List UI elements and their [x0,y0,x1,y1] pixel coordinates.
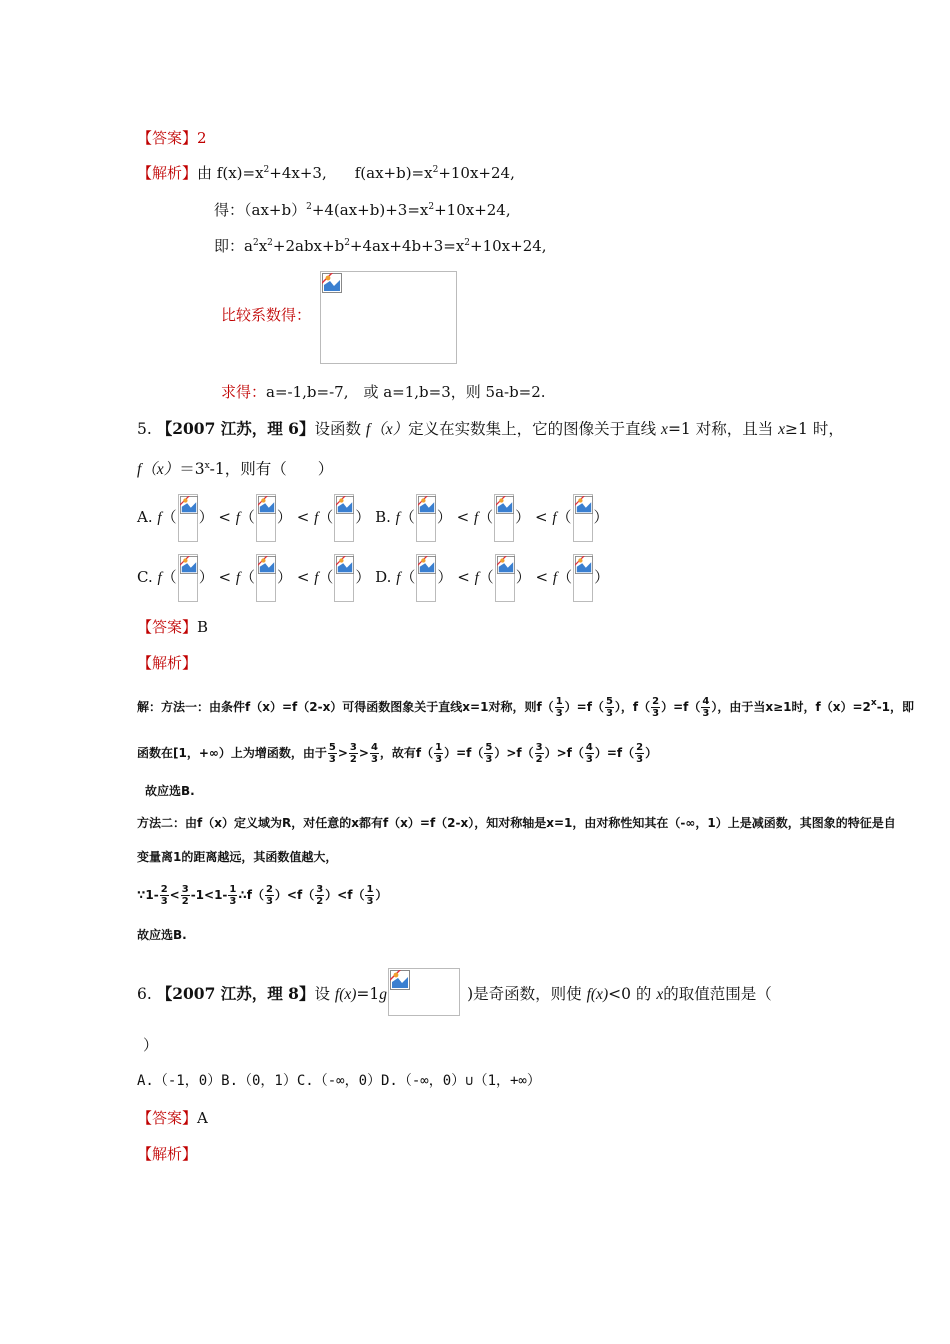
exponent: x [204,461,210,471]
variable: g [379,986,388,1003]
question-number: 6. [137,985,152,1003]
broken-image-icon [573,554,593,602]
q4-eq-part: +4x+3, [269,164,327,182]
broken-image-icon [178,494,198,542]
solution-text: ）>f（ [544,746,584,760]
solution-text: ）=f（ [594,746,635,760]
solution-text: ）=f（ [444,746,484,760]
fraction: $\frac{4}{3}$ [370,742,378,765]
broken-image-icon [494,494,514,542]
q6-answer: A [197,1109,208,1127]
q5-text: -1，则有（ ） [209,460,334,478]
question-number: 5. [137,420,152,438]
solution-text: ）=f（ [564,700,604,714]
less-than: < [218,508,231,526]
q5-stem-line1 [137,418,844,441]
paren: （ [240,568,256,586]
fraction: $\frac{1}{3}$ [366,884,374,907]
q6-text: =1 [356,985,380,1003]
answer-tag: 【答案】 [137,618,198,636]
option-a-label: A. [137,508,153,526]
q5-answer: B [197,618,209,636]
less-than: < [457,568,470,586]
q6-stem-line2: ） [143,1036,159,1054]
q5-answer-line [137,616,208,638]
function-symbol: f [552,570,558,586]
function-symbol: f [157,510,162,526]
paren: （ [478,568,494,586]
q4-eq-part: +10x+24, [438,164,515,182]
q5-method1-line1 [137,692,914,722]
broken-image-icon [573,494,593,542]
less-than: < [218,568,232,586]
paren: ） [276,508,292,526]
paren: （ [400,568,416,586]
solution-text: ∵1- [137,888,159,902]
broken-image-icon [256,554,276,602]
paren: （ [478,508,494,526]
q6-answer-line [137,1107,208,1129]
q4-compare-label: 比较系数得： [221,306,312,324]
paren: （ [161,568,177,586]
variable: x [661,421,668,438]
fraction: $\frac{2}{3}$ [636,742,644,765]
paren: （ [557,568,573,586]
function-symbol: f [314,570,319,586]
solution-text: -1，即 [876,700,915,714]
option-d-label: D. [375,568,392,586]
q5-text: 设函数 [314,420,361,438]
function-symbol: f [157,570,162,586]
solution-text: -1<1- [190,888,228,902]
q4-eq-part: +2abx+b [272,237,345,255]
q4-eq-part: 由 f(x)=x [197,164,264,182]
exponent: x [870,698,877,708]
fraction: $\frac{4}{3}$ [702,696,710,719]
function-symbol: f [552,510,557,526]
q6-text: 设 [314,985,330,1003]
function-symbol: f [396,570,401,586]
fraction: $\frac{1}{3}$ [435,742,443,765]
q4-eq-part: f(ax+b)=x [354,164,433,182]
paren: （ [318,568,334,586]
broken-image-icon [256,494,276,542]
solution-text: ，故有f（ [379,746,434,760]
variable: x [778,421,786,438]
q4-eq-part: +4ax+4b+3=x [349,237,465,255]
function-symbol: f [314,510,319,526]
fraction: $\frac{3}{2}$ [316,884,324,907]
function-symbol: f(x) [334,986,357,1003]
q5-method2-line3 [137,880,387,910]
solution-text: ），由于当x≥1时，f（x）=2 [711,700,871,714]
variable: x [656,986,664,1003]
result-label: 求得： [221,383,267,401]
exponent: 2 [267,238,273,248]
exponent: 2 [432,165,439,175]
exponent: 2 [252,238,259,248]
answer-tag: 【答案】 [137,1109,198,1127]
q4-eq-part: 得：（ax+b） [214,201,307,219]
solution-text: ）<f（ [274,888,315,902]
q5-options-row1 [137,492,609,542]
paren: ） [437,568,453,586]
broken-image-icon [334,494,354,542]
fraction: $\frac{5}{3}$ [485,742,493,765]
less-than: < [296,568,310,586]
fraction: $\frac{3}{2}$ [181,884,189,907]
function-symbol: f [235,570,241,586]
broken-image-icon [416,494,436,542]
fraction: $\frac{3}{2}$ [535,742,543,765]
solution-text: 解：方法一：由条件f（x）=f（2-x）可得函数图象关于直线x=1对称，则f（ [137,700,554,714]
paren: ） [515,568,531,586]
paren: （ [239,508,255,526]
fraction: $\frac{5}{3}$ [328,742,336,765]
solution-text: ） [375,888,388,902]
q5-text: =1 对称，且当 [667,420,774,438]
fraction: $\frac{3}{2}$ [349,742,357,765]
less-than: < [296,508,310,526]
q4-eq-part: +10x+24, [470,237,547,255]
paren: ） [594,568,610,586]
q5-stem-line2 [137,458,333,481]
greater-than: > [358,746,369,760]
q5-choose-line2: 故应选B. [137,928,187,942]
question-source: 【2007 江苏，理 6】 [156,419,315,438]
exponent: 2 [464,238,471,248]
broken-image-icon [495,554,515,602]
solution-text: ）=f（ [661,700,701,714]
paren: ） [355,508,371,526]
exponent: 2 [306,202,312,212]
q5-choose-line1: 故应选B. [145,784,195,798]
q4-analysis-line1 [137,162,515,184]
q5-method1-line2 [137,738,657,768]
function-symbol: f（x） [137,461,180,478]
solution-text: ∴f（ [238,888,264,902]
paren: （ [161,508,177,526]
paren: （ [318,508,334,526]
paren: ） [355,568,371,586]
function-symbol: f [235,510,240,526]
paren: ） [515,508,531,526]
q6-text: <0 的 [608,985,652,1003]
q5-method2-line1: 方法二：由f（x）定义域为R，对任意的x都有f（x）=f（2-x），知对称轴是x=1，由对称性知其在（-∞，1）上是减函数，其图象的特征是自 [137,816,896,830]
paren: ） [593,508,609,526]
broken-image-icon [178,554,198,602]
solution-text: ） [645,746,658,760]
q5-text: ≥1 时， [785,420,844,438]
q4-eq-part: +10x+24, [434,201,511,219]
function-symbol: f（x） [365,421,409,438]
q4-eq-part: 即：a [214,237,253,255]
broken-image-icon [334,554,354,602]
less-than: < [456,508,470,526]
fraction: $\frac{4}{3}$ [585,742,593,765]
q6-options: A.（-1，0）B.（0，1）C.（-∞，0）D.（-∞，0）∪（1，+∞） [137,1073,541,1089]
less-than: < [169,888,180,902]
solution-text: ）>f（ [494,746,534,760]
q4-result-line [221,381,546,403]
paren: ） [277,568,293,586]
solution-text: ），f（ [614,700,651,714]
function-symbol: f [474,570,479,586]
option-b-label: B. [375,508,391,526]
option-c-label: C. [137,568,153,586]
less-than: < [535,568,549,586]
broken-image-icon [320,271,457,364]
q4-eq-part: +4(ax+b)+3=x [311,201,429,219]
function-symbol: f [473,510,479,526]
exponent: 2 [428,202,435,212]
fraction: $\frac{2}{3}$ [160,884,168,907]
function-symbol: f [395,510,400,526]
solution-text: 函数在[1，+∞）上为增函数，由于 [137,746,327,760]
q4-result: a=-1,b=-7, 或 a=1,b=3，则 5a-b=2. [266,383,546,401]
analysis-tag: 【解析】 [137,654,198,672]
q5-text: ＝3 [179,460,205,478]
less-than: < [534,508,548,526]
analysis-tag: 【解析】 [137,1145,198,1163]
paren: ） [436,508,452,526]
solution-text: ）<f（ [325,888,365,902]
paren: ） [198,508,214,526]
fraction: $\frac{5}{3}$ [605,696,613,719]
paren: ） [198,568,214,586]
paren: （ [556,508,572,526]
broken-image-icon [388,968,460,1016]
exponent: 2 [263,165,270,175]
q6-text: )是奇函数，则使 [467,985,582,1003]
question-source: 【2007 江苏，理 8】 [156,984,315,1003]
fraction: $\frac{2}{3}$ [265,884,273,907]
q4-analysis-line2 [214,199,511,221]
q5-text: 定义在实数集上，它的图像关于直线 [408,420,657,438]
q4-answer-line [137,127,207,149]
broken-image-icon [416,554,436,602]
q4-eq-part: x [258,237,268,255]
exponent: 2 [344,238,350,248]
q6-text: 的取值范围是（ [663,985,772,1003]
q5-options-row2 [137,552,609,602]
fraction: $\frac{2}{3}$ [652,696,660,719]
fraction: $\frac{1}{3}$ [555,696,563,719]
q5-method2-line2: 变量离1的距离越远，其函数值越大， [137,850,338,864]
analysis-tag: 【解析】 [137,164,198,182]
fraction: $\frac{1}{3}$ [229,884,237,907]
q4-analysis-line3 [214,235,547,257]
function-symbol: f(x) [586,986,609,1003]
paren: （ [399,508,415,526]
answer-tag: 【答案】 [137,129,198,147]
q4-answer: 2 [197,129,207,147]
greater-than: > [337,746,348,760]
